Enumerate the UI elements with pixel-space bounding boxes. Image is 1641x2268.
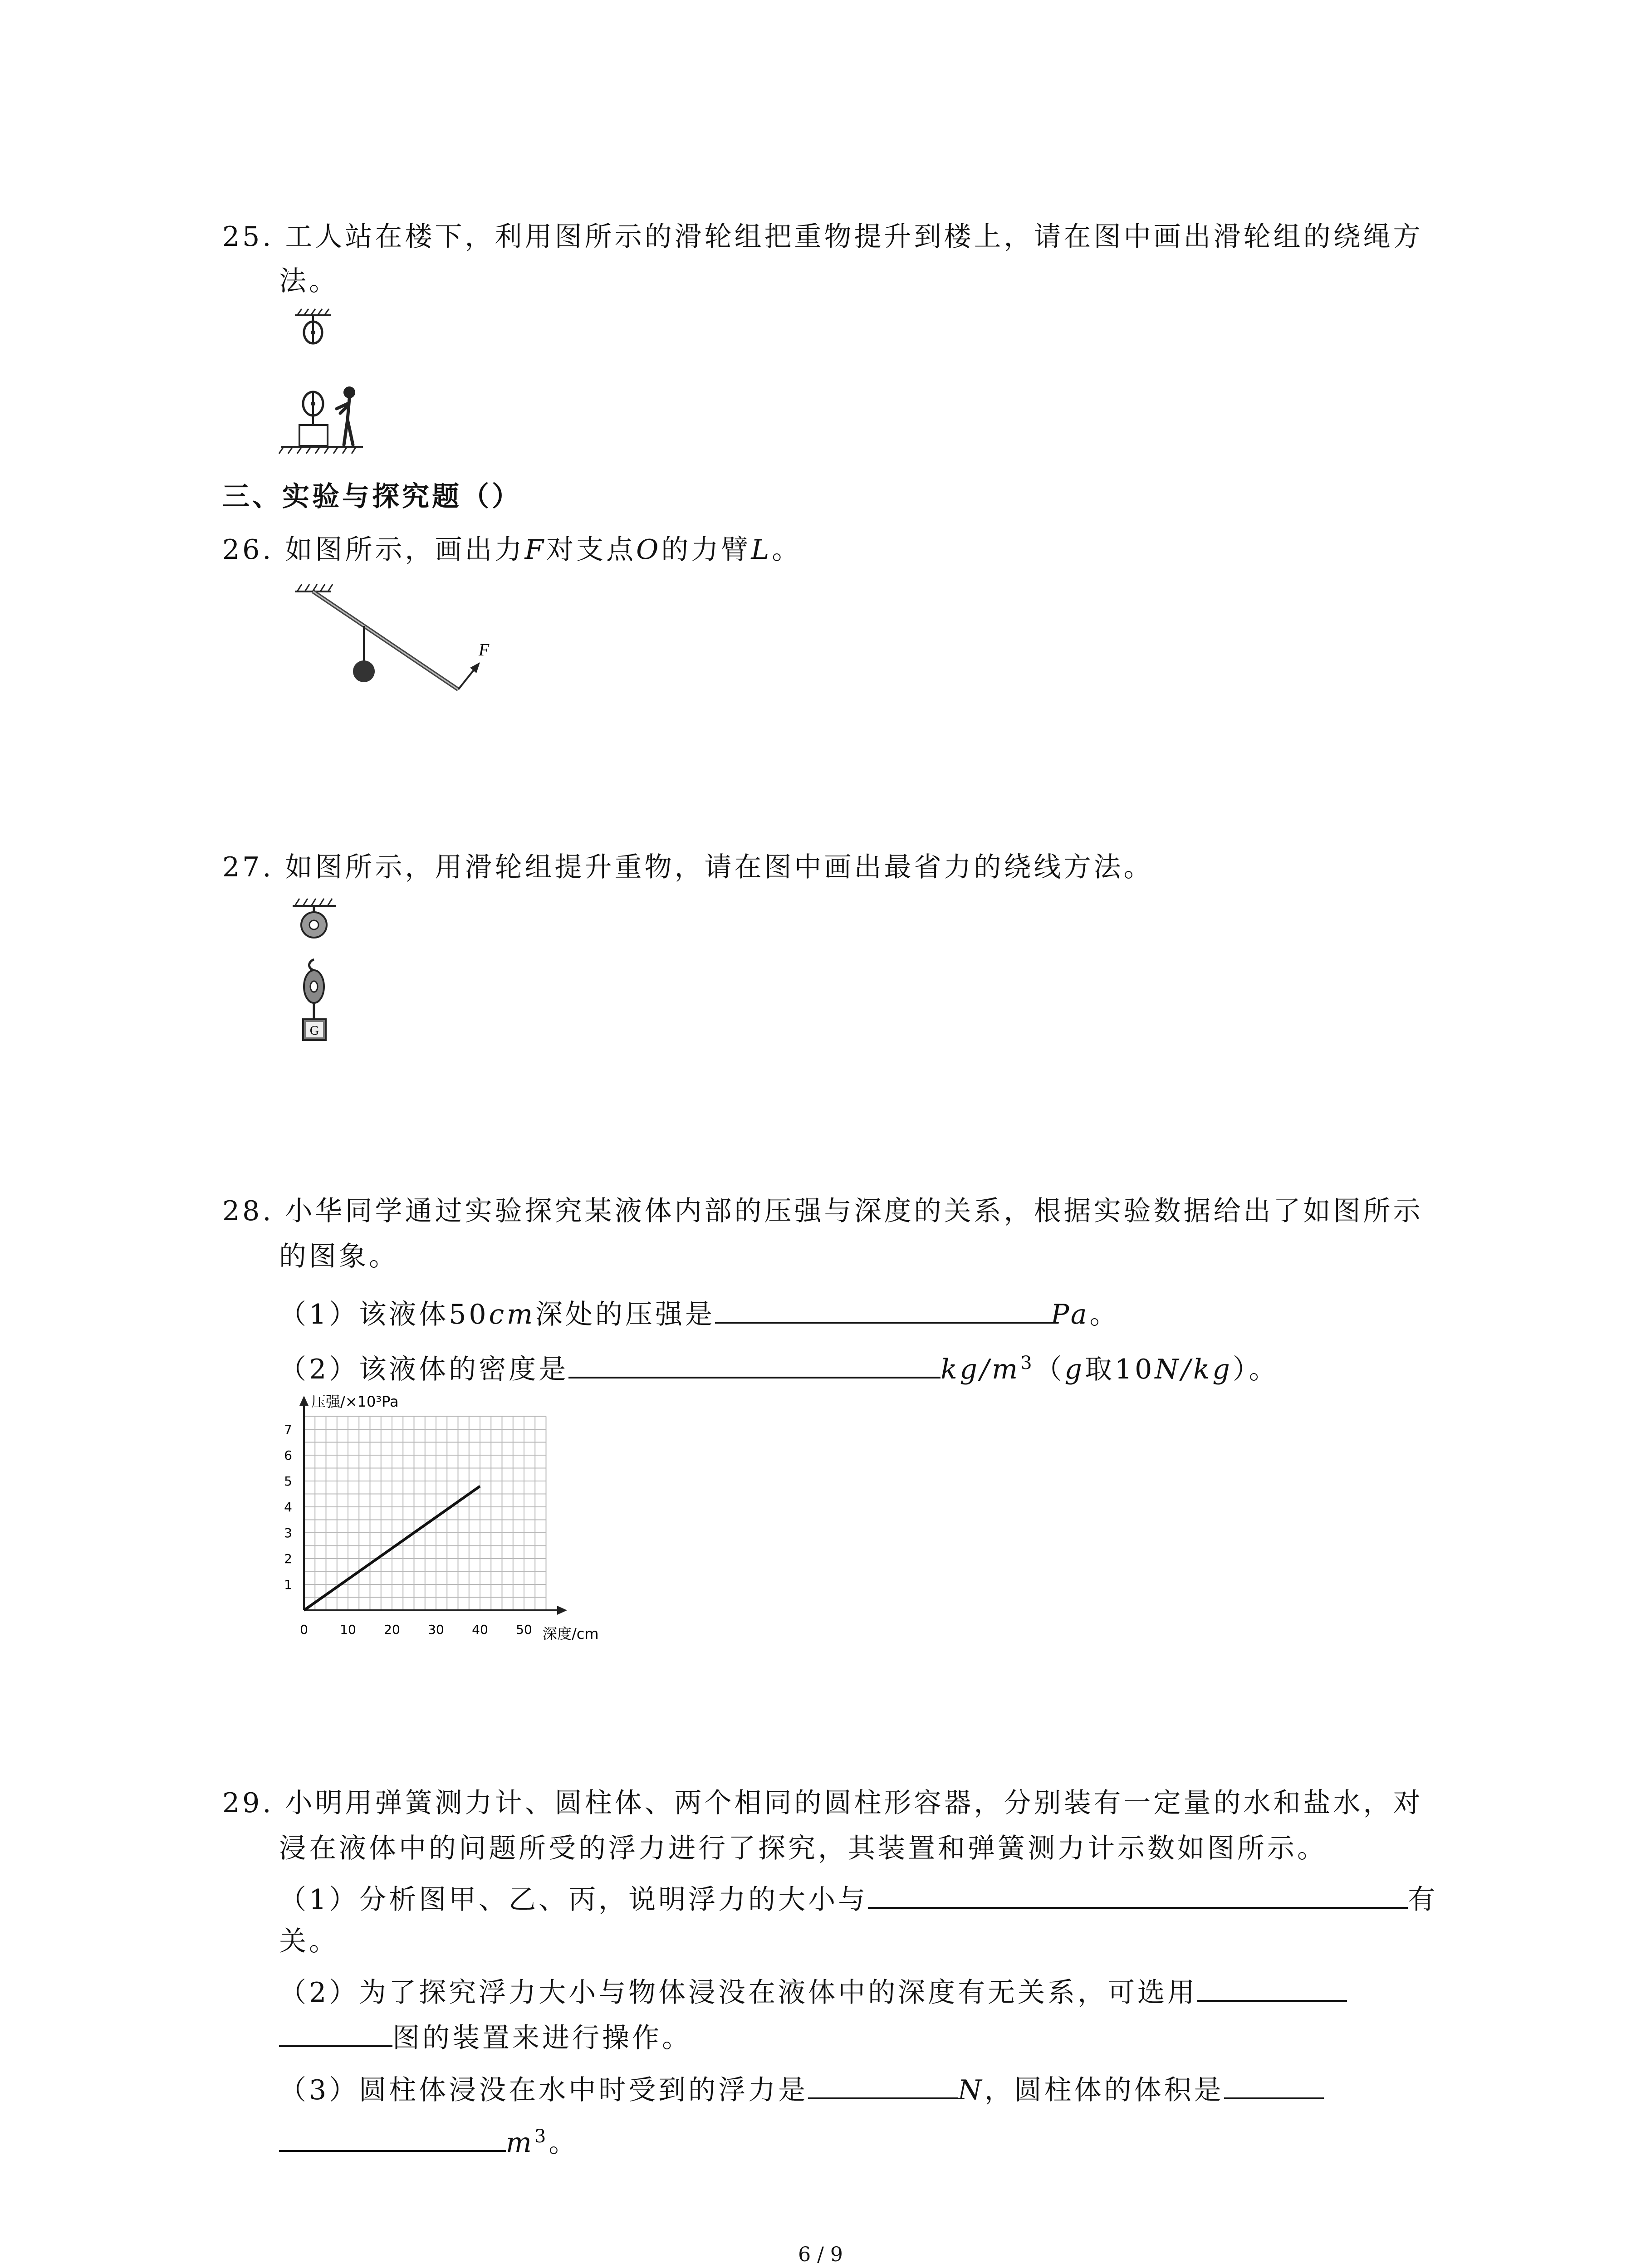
q29-number: 29. bbox=[222, 1787, 274, 1819]
q28-sub2-a: （2）该液体的密度是 bbox=[279, 1354, 569, 1385]
chart-x-tick-label: 10 bbox=[340, 1622, 356, 1637]
q27-pulley-figure bbox=[286, 896, 345, 1059]
q26-text-c: 的力臂 bbox=[661, 534, 751, 566]
q26-var-L: L bbox=[751, 534, 772, 566]
chart-x-axis-arrow bbox=[557, 1606, 567, 1615]
chart-y-axis-label: 压强/×10³Pa bbox=[311, 1393, 399, 1410]
chart-y-axis-arrow bbox=[299, 1396, 309, 1406]
q28-line1 bbox=[222, 1193, 1423, 1229]
q29-answer-blank-3[interactable] bbox=[808, 2068, 958, 2099]
q26-lever-figure bbox=[277, 581, 513, 703]
q28-sub1-unit-cm: cm bbox=[489, 1299, 536, 1330]
q29-text-line2: 浸在液体中的问题所受的浮力进行了探究，其装置和弹簧测力计示数如图所示。 bbox=[279, 1833, 1327, 1864]
q29-answer-blank-2-cont[interactable] bbox=[279, 2016, 392, 2047]
chart-grid bbox=[304, 1417, 546, 1611]
q25-text-line1: 工人站在楼下，利用图所示的滑轮组把重物提升到楼上，请在图中画出滑轮组的绕绳方 bbox=[285, 221, 1423, 253]
q27-number: 27. bbox=[222, 851, 274, 883]
chart-y-tick-label: 1 bbox=[284, 1577, 292, 1592]
q28-sub2 bbox=[279, 1345, 1279, 1388]
chart-x-tick-label: 20 bbox=[384, 1622, 400, 1637]
chart-x-tick-label: 0 bbox=[300, 1622, 308, 1637]
q28-sub1 bbox=[279, 1293, 1120, 1333]
q26-line1 bbox=[222, 532, 802, 568]
chart-x-tick-label: 40 bbox=[472, 1622, 488, 1637]
q29-answer-blank-4-cont[interactable] bbox=[279, 2121, 506, 2152]
q28-sub2-unit2: N/kg bbox=[1155, 1354, 1233, 1385]
q28-sub1-a: （1）该液体 bbox=[279, 1299, 449, 1330]
q26-text-b: 对支点 bbox=[546, 534, 637, 566]
chart-ticks bbox=[284, 1422, 532, 1637]
q29-sub2-b: 图的装置来进行操作。 bbox=[392, 2022, 692, 2054]
q28-sub1-end: 。 bbox=[1089, 1299, 1120, 1330]
q25-pulley-figure bbox=[272, 306, 377, 460]
chart-axes bbox=[299, 1396, 567, 1615]
q28-sub2-val: 10 bbox=[1114, 1354, 1155, 1385]
q29-sub2-cont bbox=[279, 2016, 692, 2056]
chart-y-tick-label: 2 bbox=[284, 1551, 292, 1566]
q29-sub1 bbox=[279, 1878, 1438, 1918]
pressure-depth-chart bbox=[272, 1390, 617, 1658]
q26-text-a: 如图所示，画出力 bbox=[285, 534, 525, 566]
q25-line2 bbox=[279, 263, 339, 299]
q29-sub3-end: 。 bbox=[549, 2127, 579, 2159]
q27-line1 bbox=[222, 849, 1154, 885]
q28-sub1-unit: Pa bbox=[1051, 1299, 1090, 1330]
q25-text-line2: 法。 bbox=[279, 265, 339, 297]
chart-x-tick-label: 30 bbox=[428, 1622, 444, 1637]
chart-y-tick-label: 4 bbox=[284, 1500, 292, 1515]
q28-answer-blank-1[interactable] bbox=[715, 1293, 1051, 1324]
q29-sub3-unit2: m bbox=[506, 2127, 534, 2159]
q29-line2 bbox=[279, 1830, 1327, 1867]
q29-answer-blank-2[interactable] bbox=[1197, 1971, 1347, 2002]
q29-text-line1: 小明用弹簧测力计、圆柱体、两个相同的圆柱形容器，分别装有一定量的水和盐水，对 bbox=[285, 1787, 1423, 1819]
q28-sub1-b: 深处的压强是 bbox=[535, 1299, 715, 1330]
q28-sub2-c: 取 bbox=[1084, 1354, 1115, 1385]
q28-sub2-exp: 3 bbox=[1020, 1353, 1035, 1374]
q29-sub3-exp: 3 bbox=[534, 2126, 549, 2147]
q29-sub1-a: （1）分析图甲、乙、丙，说明浮力的大小与 bbox=[279, 1884, 868, 1916]
q25-line1 bbox=[222, 219, 1423, 255]
q29-sub2 bbox=[279, 1971, 1347, 2011]
q29-sub3 bbox=[279, 2068, 1324, 2108]
q27-weight-label: G bbox=[309, 1024, 319, 1038]
page-number: 6 / 9 bbox=[798, 2243, 843, 2266]
q29-sub3-cont bbox=[279, 2118, 578, 2161]
q27-text: 如图所示，用滑轮组提升重物，请在图中画出最省力的绕线方法。 bbox=[285, 851, 1154, 883]
chart-x-tick-label: 50 bbox=[516, 1622, 532, 1637]
q28-answer-blank-2[interactable] bbox=[568, 1348, 941, 1378]
q28-number: 28. bbox=[222, 1195, 274, 1227]
q26-label-F: F bbox=[479, 640, 490, 660]
q28-text-line2: 的图象。 bbox=[279, 1241, 399, 1272]
q29-line1 bbox=[222, 1785, 1423, 1821]
chart-x-axis-label: 深度/cm bbox=[543, 1625, 599, 1642]
q28-sub2-unit: kg/m bbox=[941, 1354, 1021, 1385]
section3-title: 三、实验与探究题（） bbox=[222, 481, 522, 513]
q28-sub2-g: g bbox=[1064, 1354, 1085, 1385]
q28-sub2-end: ）。 bbox=[1232, 1354, 1279, 1385]
q29-sub1-cont bbox=[279, 1923, 339, 1960]
q28-sub2-b: （ bbox=[1034, 1354, 1065, 1385]
q26-number: 26. bbox=[222, 534, 274, 566]
q29-answer-blank-1[interactable] bbox=[868, 1878, 1408, 1909]
q28-sub1-num: 50 bbox=[449, 1299, 489, 1330]
q29-sub1-b: 有 bbox=[1408, 1884, 1438, 1916]
chart-y-tick-label: 7 bbox=[284, 1422, 292, 1437]
q28-text-line1: 小华同学通过实验探究某液体内部的压强与深度的关系，根据实验数据给出了如图所示 bbox=[285, 1195, 1423, 1227]
q26-text-d: 。 bbox=[772, 534, 802, 566]
q28-line2 bbox=[279, 1238, 399, 1275]
q29-sub3-b: ，圆柱体的体积是 bbox=[984, 2074, 1224, 2106]
chart-y-tick-label: 3 bbox=[284, 1525, 292, 1540]
q25-number: 25. bbox=[222, 221, 274, 253]
q26-var-O: O bbox=[636, 534, 661, 566]
chart-y-tick-label: 6 bbox=[284, 1448, 292, 1463]
q29-sub3-a: （3）圆柱体浸没在水中时受到的浮力是 bbox=[279, 2074, 808, 2106]
chart-y-tick-label: 5 bbox=[284, 1474, 292, 1489]
q29-sub1-c: 关。 bbox=[279, 1926, 339, 1957]
q29-sub3-unit: N bbox=[958, 2074, 985, 2106]
q26-var-F: F bbox=[524, 534, 547, 566]
q29-sub2-a: （2）为了探究浮力大小与物体浸没在液体中的深度有无关系，可选用 bbox=[279, 1977, 1198, 2009]
q29-answer-blank-4[interactable] bbox=[1224, 2068, 1324, 2099]
